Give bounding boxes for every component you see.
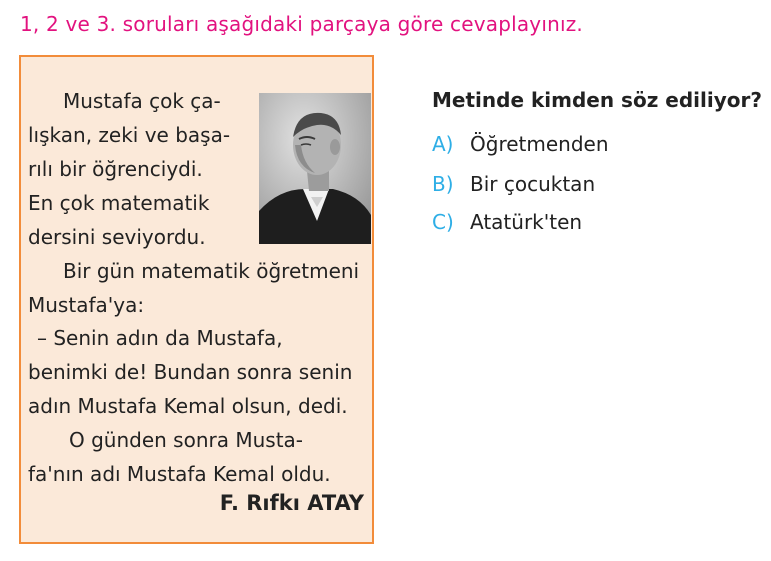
option-letter: B)	[432, 172, 454, 196]
passage-line: En çok matematik	[28, 191, 210, 215]
option-label: Atatürk'ten	[470, 210, 583, 234]
option-b[interactable]	[432, 172, 595, 196]
passage-line: benimki de! Bundan sonra senin	[28, 360, 353, 384]
option-a[interactable]	[432, 132, 609, 156]
passage-line: Mustafa çok ça-	[63, 89, 221, 113]
option-letter: A)	[432, 132, 454, 156]
option-label: Öğretmenden	[470, 132, 609, 156]
instruction-text: 1, 2 ve 3. soruları aşağıdaki parçaya göre cevaplayınız.	[20, 12, 583, 36]
option-letter: C)	[432, 210, 454, 234]
passage-line: Bir gün matematik öğretmeni	[63, 259, 360, 283]
passage-line: – Senin adın da Mustafa,	[37, 326, 283, 350]
passage-line: dersini seviyordu.	[28, 225, 206, 249]
passage-line: adın Mustafa Kemal olsun, dedi.	[28, 394, 348, 418]
portrait-photo	[259, 93, 371, 244]
question-text: Metinde kimden söz ediliyor?	[432, 88, 762, 112]
passage-line: rılı bir öğrenciydi.	[28, 157, 203, 181]
passage-author: F. Rıfkı ATAY	[219, 491, 364, 515]
reading-passage-box	[19, 55, 374, 544]
passage-line: fa'nın adı Mustafa Kemal oldu.	[28, 462, 331, 486]
passage-line: O günden sonra Musta-	[69, 428, 304, 452]
option-label: Bir çocuktan	[470, 172, 596, 196]
passage-line: lışkan, zeki ve başa-	[28, 123, 231, 147]
portrait-illustration	[259, 93, 371, 244]
option-c[interactable]	[432, 210, 582, 234]
passage-line: Mustafa'ya:	[28, 293, 145, 317]
